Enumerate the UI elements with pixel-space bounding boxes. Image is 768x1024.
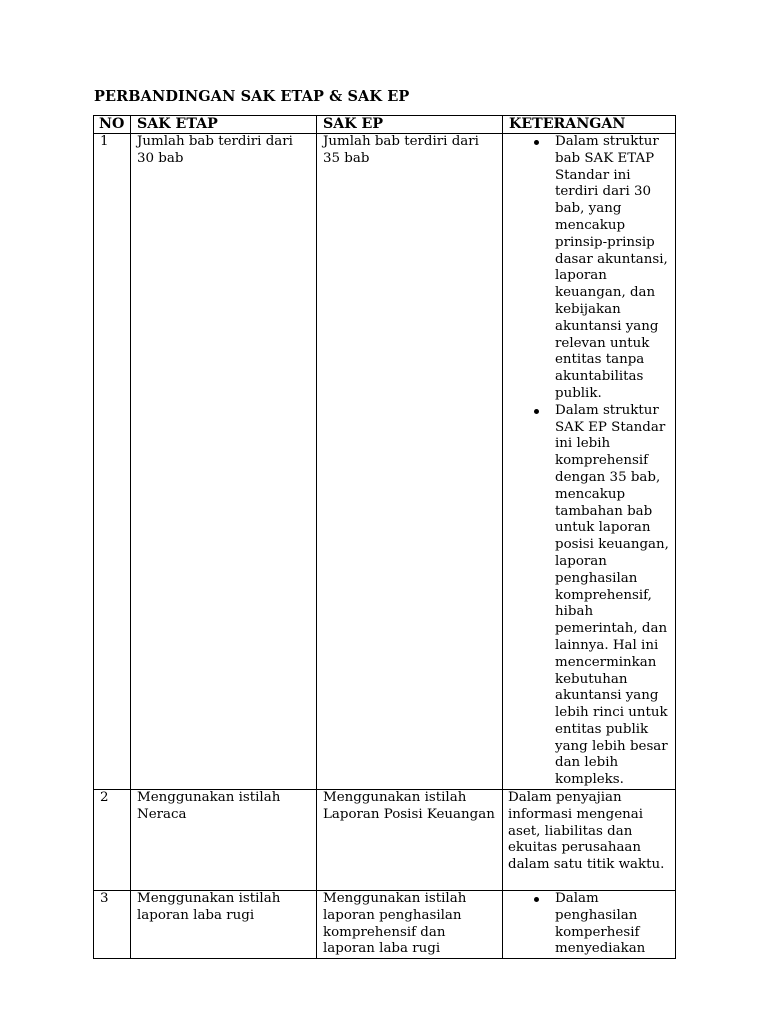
row-number: 2 xyxy=(94,790,131,891)
sak-ep-cell: Jumlah bab terdiri dari 35 bab xyxy=(317,134,503,790)
keterangan-bullet-list xyxy=(508,891,673,958)
sak-etap-cell: Menggunakan istilah laporan laba rugi xyxy=(131,891,317,959)
keterangan-bullet: Dalam struktur SAK EP Standar ini lebih komprehensif dengan 35 bab, mencakup tambahan bab untuk laporan posisi keuangan, laporan penghasilan komprehensif, hibah pemerintah, dan lainnya. Hal ini mencerminkan kebutuhan akuntansi yang lebih rinci untuk entitas publik yang lebih besar dan lebih kompleks. xyxy=(555,403,673,789)
table-row xyxy=(94,790,676,891)
row-number: 1 xyxy=(94,134,131,790)
sak-etap-cell: Menggunakan istilah Neraca xyxy=(131,790,317,891)
keterangan-bullet: Dalam penghasilan komperhesif menyediakan xyxy=(555,891,673,958)
table-header-row xyxy=(94,116,676,134)
row-number: 3 xyxy=(94,891,131,959)
table-row xyxy=(94,134,676,790)
header-sak-etap: SAK ETAP xyxy=(131,116,317,134)
keterangan-bullet: Dalam struktur bab SAK ETAP Standar ini terdiri dari 30 bab, yang mencakup prinsip-prinsip dasar akuntansi, laporan keuangan, dan kebijakan akuntansi yang relevan untuk entitas tanpa akuntabilitas publik. xyxy=(555,134,673,403)
keterangan-cell: Dalam penyajian informasi mengenai aset, liabilitas dan ekuitas perusahaan dalam satu titik waktu. xyxy=(503,790,676,891)
sak-etap-cell: Jumlah bab terdiri dari 30 bab xyxy=(131,134,317,790)
sak-ep-cell: Menggunakan istilah Laporan Posisi Keuangan xyxy=(317,790,503,891)
sak-ep-cell: Menggunakan istilah laporan penghasilan komprehensif dan laporan laba rugi xyxy=(317,891,503,959)
page-title: PERBANDINGAN SAK ETAP & SAK EP xyxy=(94,88,410,105)
keterangan-cell xyxy=(503,891,676,959)
comparison-table xyxy=(93,115,676,959)
table-row xyxy=(94,891,676,959)
header-no: NO xyxy=(94,116,131,134)
header-keterangan: KETERANGAN xyxy=(503,116,676,134)
keterangan-cell xyxy=(503,134,676,790)
header-sak-ep: SAK EP xyxy=(317,116,503,134)
keterangan-bullet-list xyxy=(508,134,673,789)
